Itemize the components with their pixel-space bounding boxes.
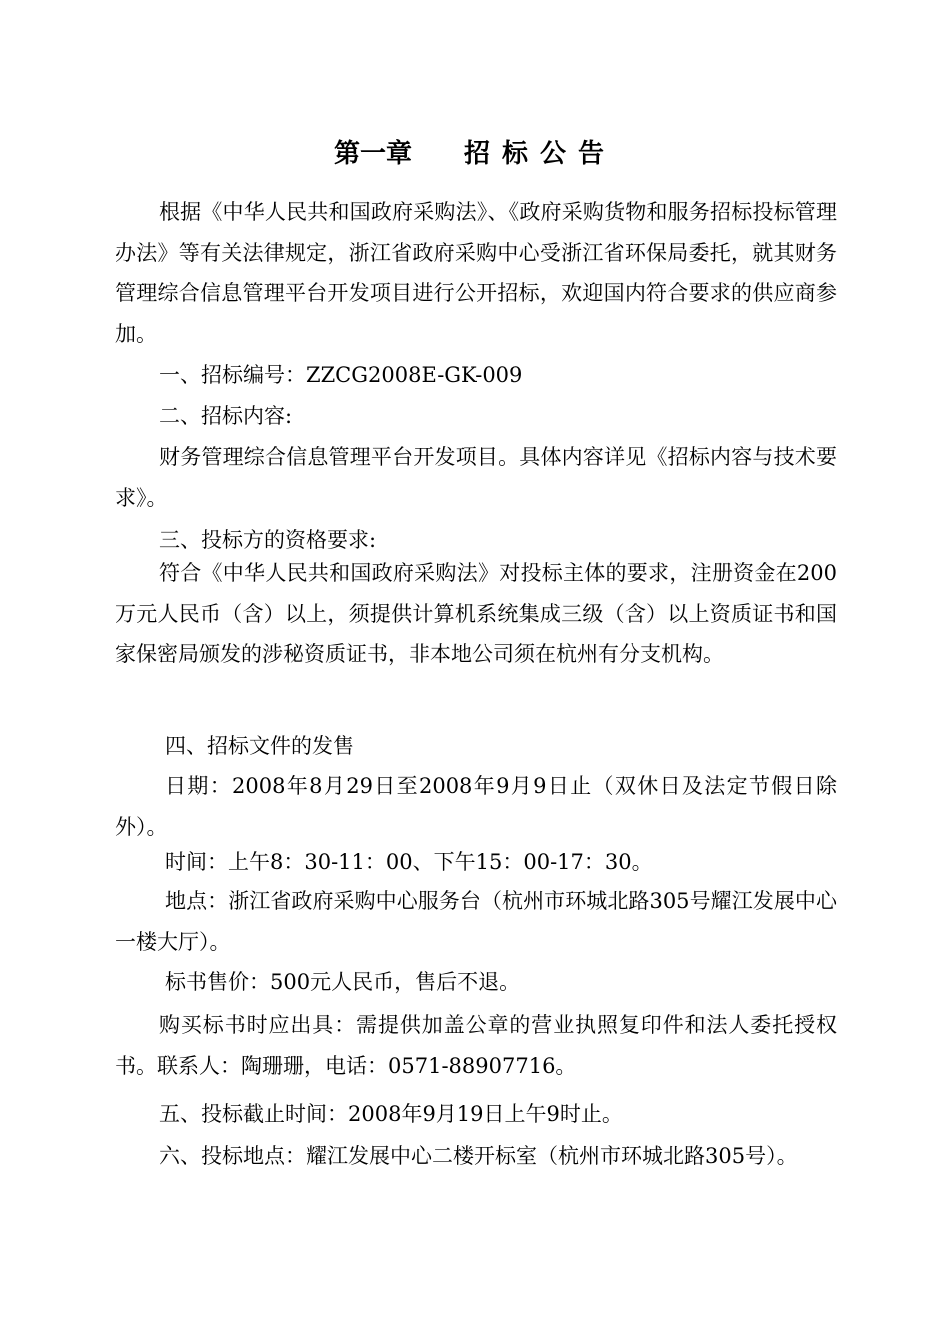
section6-location: 六、投标地点：耀江发展中心二楼开标室（杭州市环城北路305号）。	[159, 1144, 798, 1168]
section1-bid-number: 一、招标编号：ZZCG2008E-GK-009	[159, 363, 523, 387]
section2-body: 财务管理综合信息管理平台开发项目。具体内容详见《招标内容与技术要求》。	[115, 445, 837, 510]
section4-heading: 四、招标文件的发售	[165, 734, 354, 758]
section4-purchase: 购买标书时应出具：需提供加盖公章的营业执照复印件和法人委托授权书。联系人：陶珊珊，电话：0571-88907716。	[115, 1013, 837, 1078]
title-heading: 招标公告	[464, 139, 617, 169]
section3-heading: 三、投标方的资格要求:	[159, 528, 377, 552]
section4-price: 标书售价：500元人民币，售后不退。	[165, 970, 521, 994]
chapter-label: 第一章	[333, 139, 412, 169]
section2-heading: 二、招标内容:	[159, 404, 293, 428]
section4-location: 地点：浙江省政府采购中心服务台（杭州市环城北路305号耀江发展中心一楼大厅）。	[115, 889, 837, 954]
section4-date: 日期：2008年8月29日至2008年9月9日止（双休日及法定节假日除外）。	[115, 774, 837, 839]
section5-deadline: 五、投标截止时间：2008年9月19日上午9时止。	[159, 1102, 623, 1126]
section3-body: 符合《中华人民共和国政府采购法》对投标主体的要求，注册资金在200万元人民币（含）以上，须提供计算机系统集成三级（含）以上资质证书和国家保密局颁发的涉秘资质证书，非本地公司须在杭州有分支机构。	[115, 561, 837, 666]
section4-time: 时间：上午8：30-11：00、下午15：00-17：30。	[165, 850, 653, 874]
intro-paragraph: 根据《中华人民共和国政府采购法》、《政府采购货物和服务招标投标管理办法》等有关法律规定，浙江省政府采购中心受浙江省环保局委托，就其财务管理综合信息管理平台开发项目进行公开招标，欢迎国内符合要求的供应商参加。	[115, 200, 837, 346]
page-title	[0, 132, 950, 176]
